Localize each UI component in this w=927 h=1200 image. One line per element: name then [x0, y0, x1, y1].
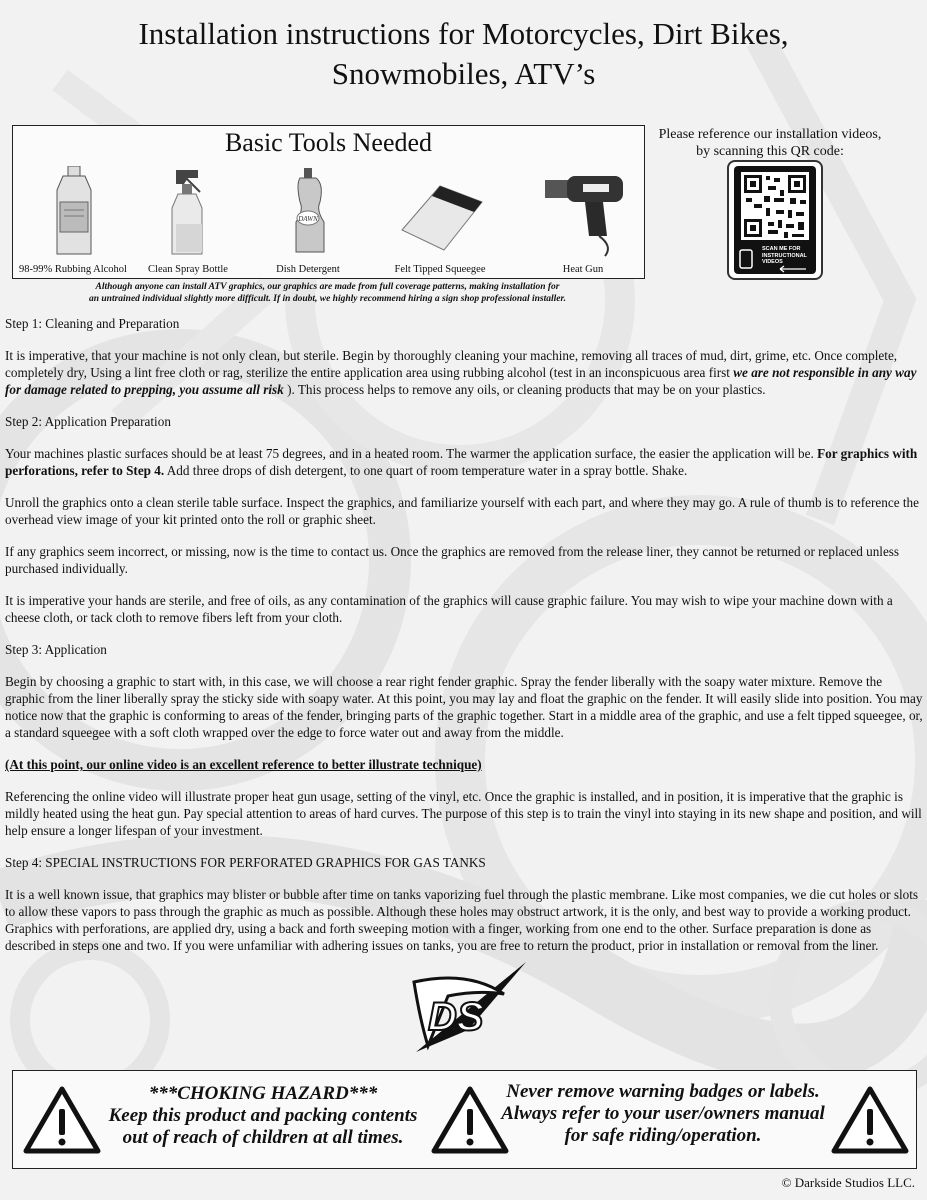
- label-warning-line-2: Always refer to your user/owners manual: [501, 1103, 825, 1124]
- step-2-paragraph-3: If any graphics seem incorrect, or missing, now is the time to contact us. Once the graphics are removed from the release liner, they cannot be returned or replaced unless purchased individually.: [5, 544, 900, 576]
- tool-spray-bottle: [123, 166, 253, 276]
- page-title: [0, 14, 927, 94]
- disclaimer-line-2: an untrained individual slightly more difficult. If in doubt, we highly recommend hiring a sign shop professional installer.: [88, 294, 567, 304]
- qr-cta-line-2: INSTRUCTIONAL: [762, 252, 807, 259]
- step-3-paragraph-2: Referencing the online video will illustrate proper heat gun usage, setting of the vinyl, etc. Once the graphic is installed, and in position, it is imperative that the graphic is mildly heated using the heat gun. Pay special attention to areas of hard curves. The purpose of this step is to train the vinyl into staying in its new shape and position, and will help ensure a longer lifespan of your investment.: [5, 789, 922, 838]
- heat-gun-icon: [533, 166, 633, 258]
- tool-rubbing-alcohol: [8, 166, 138, 276]
- tool-label: Dish Detergent: [276, 264, 340, 275]
- tool-label: Heat Gun: [562, 264, 604, 275]
- warning-triangle-icon: [23, 1085, 101, 1155]
- tool-label: Felt Tipped Squeegee: [394, 264, 486, 275]
- step-1-text-a: It is imperative, that your machine is not only clean, but sterile. Begin by thoroughly cleaning your machine, removing all traces of mud, dirt, grime, etc. Once complete, completely dry, Using a lint free cloth or rag, sterilize the entire application area using rubbing alcohol (test in an inconspicuous area first: [5, 348, 898, 380]
- step-2-paragraph-1: [5, 445, 923, 479]
- choking-hazard-warning: [98, 1083, 428, 1149]
- label-warning-line-1: Never remove warning badges or labels.: [506, 1081, 820, 1102]
- step-4-paragraph: It is a well known issue, that graphics may blister or bubble after time on tanks vaporizing fuel through the plastic membrane. Like most companies, we die cut holes or slots to allow these vapors to pass through the graphic as much as possible. Although these holes may obstruct artwork, it is the only, and best way to provide a working product. Graphics with perforations, are applied dry, using a back and forth sweeping motion with a finger, working from one end to the other. Surface preparation is done as described in steps one and two. If you were unfamiliar with adhering issues on tanks, you are free to return the product, prior in installation or removal from the liner.: [5, 887, 919, 953]
- logo-lettering: DS: [428, 995, 484, 1039]
- title-line-1: Installation instructions for Motorcycles, Dirt Bikes,: [138, 16, 789, 51]
- tool-heat-gun: [518, 166, 648, 276]
- perforation-note: For graphics with perforations, refer to Step 4.: [5, 446, 918, 478]
- rubbing-alcohol-bottle-icon: [43, 166, 103, 258]
- darkside-studios-logo: [408, 960, 528, 1060]
- step-1-paragraph: [5, 347, 923, 398]
- step-2-heading: Step 2: Application Preparation: [5, 414, 171, 429]
- step-2-paragraph-4: It is imperative your hands are sterile, and free of oils, as any contamination of the graphics will cause graphic failure. You may wish to wipe your machine down with a cheese cloth, or tack cloth to remove fibers left from your cloth.: [5, 593, 893, 625]
- tools-heading: Basic Tools Needed: [224, 128, 433, 157]
- tool-label: 98-99% Rubbing Alcohol: [19, 264, 127, 275]
- tool-label: Clean Spray Bottle: [148, 264, 228, 275]
- choking-hazard-line-2: Keep this product and packing contents: [108, 1105, 418, 1126]
- copyright-notice: © Darkside Studios LLC.: [781, 1175, 915, 1190]
- tool-dish-detergent: [243, 166, 373, 276]
- qr-cta-line-3: VIDEOS: [762, 259, 783, 265]
- step-2-text-a: Your machines plastic surfaces should be at least 75 degrees, and in a heated room. The warmer the application surface, the easier the application will be.: [5, 446, 818, 461]
- step-1-heading: Step 1: Cleaning and Preparation: [5, 316, 180, 331]
- step-2-paragraph-2: Unroll the graphics onto a clean sterile table surface. Inspect the graphics, and familiarize yourself with each part, and where they may go. A rule of thumb is to reference the overhead view image of your kit printed onto the roll or graphic sheet.: [5, 495, 919, 527]
- qr-text-line-2: by scanning this QR code:: [696, 144, 844, 159]
- warning-triangle-icon: [831, 1085, 909, 1155]
- qr-call-to-action: [762, 246, 814, 266]
- step-2-text-c: Add three drops of dish detergent, to one quart of room temperature water in a spray bottle. Shake.: [164, 463, 688, 478]
- spray-bottle-icon: [158, 166, 218, 258]
- tools-disclaimer: [12, 281, 643, 305]
- step-1-text-c: ). This process helps to remove any oils, or cleaning products that may be on your plastics.: [283, 382, 766, 397]
- tool-squeegee: [375, 166, 505, 276]
- step-3-paragraph-1: Begin by choosing a graphic to start with, in this case, we will choose a rear right fender graphic. Spray the fender liberally with the soapy water mixture. Remove the graphic from the liner liberally spray the sticky side with soapy water. At this point, you may lay and float the graphic on the fender. It will easily slide into position. You may notice now that the graphic is conforming to areas of the fender, bringing parts of the graphic together. Start in a middle area of the graphic, and use a felt tipped squeegee, or, a standard squeegee with a soft cloth wrapped over the edge to force water out and away from the middle.: [5, 674, 923, 740]
- qr-text-line-1: Please reference our installation videos,: [658, 127, 882, 142]
- label-warning-line-3: for safe riding/operation.: [564, 1125, 762, 1146]
- qr-instructions: [650, 126, 890, 160]
- squeegee-icon: [390, 166, 490, 258]
- qr-code-card[interactable]: [727, 160, 823, 280]
- video-reference-note: (At this point, our online video is an excellent reference to better illustrate technique): [5, 757, 482, 772]
- step-3-heading: Step 3: Application: [5, 642, 107, 657]
- basic-tools-panel: [12, 125, 645, 279]
- qr-cta-line-1: SCAN ME FOR: [762, 246, 801, 252]
- choking-hazard-line-3: out of reach of children at all times.: [122, 1127, 404, 1148]
- label-removal-warning: [498, 1081, 828, 1147]
- svg-text:DAWN: DAWN: [298, 215, 318, 223]
- dish-detergent-bottle-icon: [278, 166, 338, 258]
- title-line-2: Snowmobiles, ATV’s: [331, 56, 596, 91]
- choking-hazard-title: ***CHOKING HAZARD***: [148, 1083, 378, 1104]
- liability-disclaimer: we are not responsible in any way for damage related to prepping, you assume all risk: [5, 365, 917, 397]
- step-4-heading: Step 4: SPECIAL INSTRUCTIONS FOR PERFORATED GRAPHICS FOR GAS TANKS: [5, 855, 486, 870]
- instructions-body: [5, 315, 923, 969]
- qr-card-inner: [734, 166, 816, 274]
- warning-banner: [12, 1070, 917, 1169]
- disclaimer-line-1: Although anyone can install ATV graphics, our graphics are made from full coverage patterns, making installation for: [95, 282, 560, 292]
